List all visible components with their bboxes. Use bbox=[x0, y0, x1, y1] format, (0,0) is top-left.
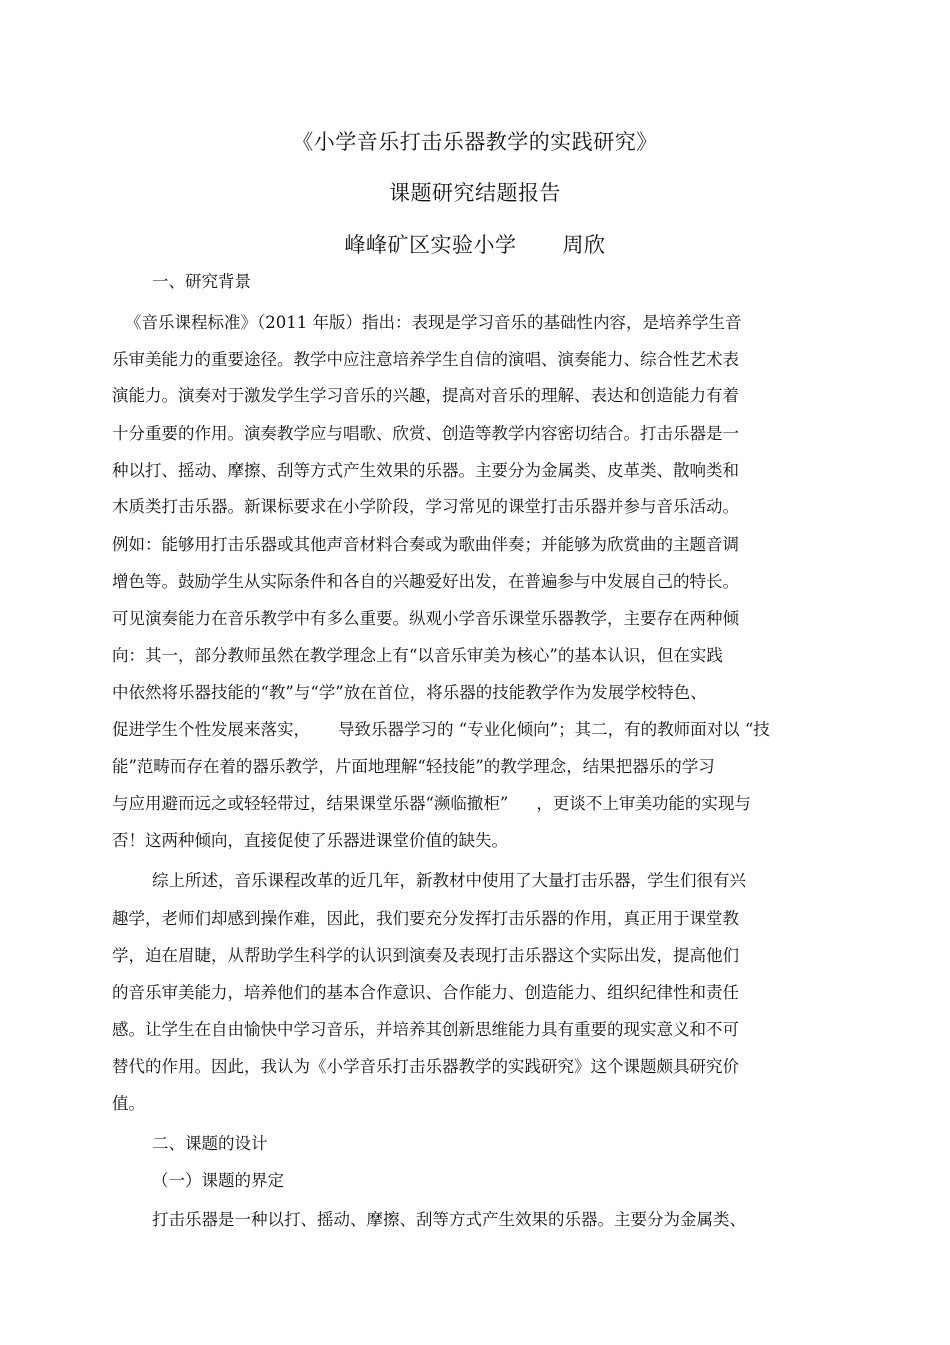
paragraph-line: 学，迫在眉睫，从帮助学生科学的认识到演奏及表现打击乐器这个实际出发，提高他们 bbox=[112, 946, 739, 965]
section-heading-design: 二、课题的设计 bbox=[152, 1134, 268, 1153]
paragraph-line: 种以打、摇动、摩擦、刮等方式产生效果的乐器。主要分为金属类、皮革类、散响类和 bbox=[112, 461, 739, 480]
paragraph-line: 否！这两种倾向，直接促使了乐器进课堂价值的缺失。 bbox=[112, 831, 508, 850]
paragraph-line: 十分重要的作用。演奏教学应与唱歌、欣赏、创造等教学内容密切结合。打击乐器是一 bbox=[112, 424, 739, 443]
author-line bbox=[0, 229, 950, 259]
paragraph-line: 增色等。鼓励学生从实际条件和各自的兴趣爱好出发，在普遍参与中发展自己的特长。 bbox=[112, 572, 739, 591]
paragraph-line: 《音乐课程标准》（2011 年版）指出：表现是学习音乐的基础性内容，是培养学生音 bbox=[125, 313, 742, 332]
paragraph-line: 打击乐器是一种以打、摇动、摩擦、刮等方式产生效果的乐器。主要分为金属类、 bbox=[152, 1210, 746, 1229]
paragraph-line bbox=[112, 720, 770, 740]
document-subtitle: 课题研究结题报告 bbox=[389, 181, 561, 205]
paragraph-line: 能”范畴而存在着的器乐教学，片面地理解“轻技能”的教学理念，结果把器乐的学习 bbox=[112, 757, 715, 776]
paragraph-line: 值。 bbox=[112, 1094, 145, 1113]
subsection-heading-definition: （一）课题的界定 bbox=[152, 1171, 284, 1190]
paragraph-line: 替代的作用。因此，我认为《小学音乐打击乐器教学的实践研究》这个课题颇具研究价 bbox=[112, 1057, 739, 1076]
author-school: 峰峰矿区实验小学 bbox=[344, 233, 517, 257]
paragraph-line: 例如：能够用打击乐器或其他声音材料合奏或为歌曲伴奏；并能够为欣赏曲的主题音调 bbox=[112, 535, 739, 554]
paragraph-line: 的音乐审美能力，培养他们的基本合作意识、合作能力、创造能力、组织纪律性和责任 bbox=[112, 983, 739, 1002]
section-heading-background: 一、研究背景 bbox=[152, 272, 251, 291]
document-title: 《小学音乐打击乐器教学的实践研究》 bbox=[292, 130, 658, 154]
paragraph-line: 向：其一，部分教师虽然在教学理念上有“以音乐审美为核心”的基本认识，但在实践 bbox=[112, 646, 723, 665]
author-name: 周欣 bbox=[562, 233, 606, 257]
paragraph-line bbox=[112, 794, 751, 814]
paragraph-line: 感。让学生在自由愉快中学习音乐，并培养其创新思维能力具有重要的现实意义和不可 bbox=[112, 1020, 739, 1039]
paragraph-line: 木质类打击乐器。新课标要求在小学阶段，学习常见的课堂打击乐器并参与音乐活动。 bbox=[112, 497, 739, 516]
paragraph-fragment: ，更谈不上审美功能的实现与 bbox=[536, 794, 751, 813]
paragraph-line: 中依然将乐器技能的“教”与“学”放在首位，将乐器的技能教学作为发展学校特色、 bbox=[112, 683, 707, 702]
paragraph-fragment: 促进学生个性发展来落实， bbox=[112, 720, 310, 739]
paragraph-line: 可见演奏能力在音乐教学中有多么重要。纵观小学音乐课堂乐器教学，主要存在两种倾 bbox=[112, 609, 739, 628]
paragraph-fragment: 与应用避而远之或轻轻带过，结果课堂乐器“濒临撤柜” bbox=[112, 794, 509, 813]
paragraph-line: 综上所述，音乐课程改革的近几年，新教材中使用了大量打击乐器，学生们很有兴 bbox=[152, 871, 746, 890]
paragraph-line: 趣学，老师们却感到操作难，因此，我们要充分发挥打击乐器的作用，真正用于课堂教 bbox=[112, 909, 739, 928]
paragraph-line: 乐审美能力的重要途径。教学中应注意培养学生自信的演唱、演奏能力、综合性艺术表 bbox=[112, 350, 739, 369]
paragraph-fragment: 导致乐器学习的 “专业化倾向”；其二，有的教师面对以 “技 bbox=[338, 720, 770, 739]
paragraph-line: 演能力。演奏对于激发学生学习音乐的兴趣，提高对音乐的理解、表达和创造能力有着 bbox=[112, 386, 739, 405]
